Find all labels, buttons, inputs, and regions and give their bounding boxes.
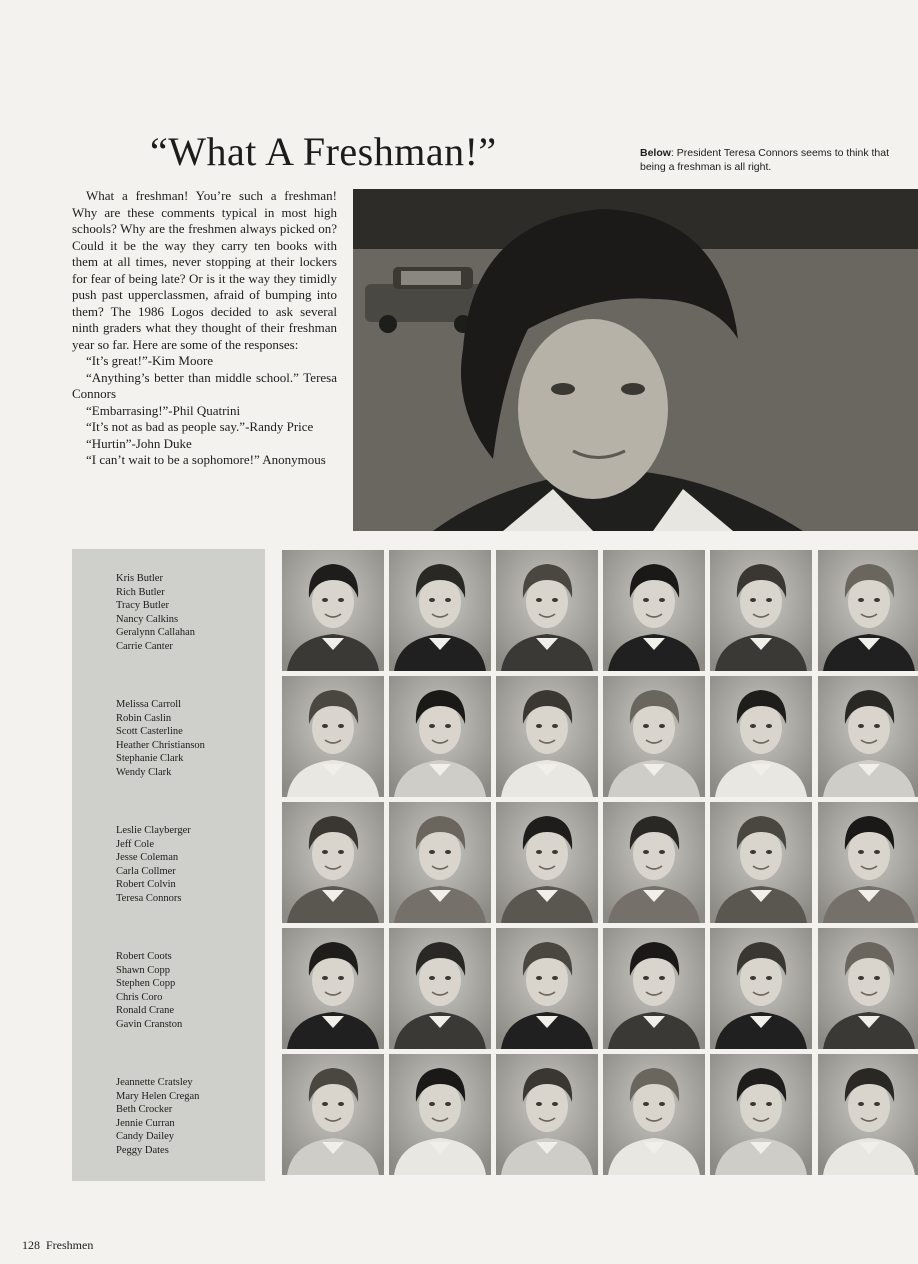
student-name: Beth Crocker <box>116 1104 173 1116</box>
student-name: Kris Butler <box>116 573 163 584</box>
student-name: Tracy Butler <box>116 600 169 612</box>
student-name: Nancy Calkins <box>116 613 179 625</box>
student-portrait <box>710 802 812 923</box>
student-portrait <box>282 1054 384 1175</box>
student-portrait <box>496 802 598 923</box>
quote-item: “Anything’s better than middle school.” Teresa Connors <box>72 369 337 401</box>
quote-item: “I can’t wait to be a sophomore!” Anonymous <box>86 452 326 467</box>
student-name: Robin Caslin <box>116 712 172 724</box>
student-name: Candy Dailey <box>116 1131 175 1143</box>
student-portrait <box>818 802 918 923</box>
student-portrait <box>389 928 491 1049</box>
student-portrait <box>282 550 384 671</box>
student-name: Stephanie Clark <box>116 753 184 765</box>
student-name: Ronald Crane <box>116 1005 175 1017</box>
student-portrait <box>710 928 812 1049</box>
student-portrait <box>389 550 491 671</box>
page-footer <box>22 1238 99 1253</box>
student-name: Chris Coro <box>116 991 163 1003</box>
name-group <box>116 698 266 780</box>
student-name: Heather Christianson <box>116 739 205 751</box>
student-name: Carrie Canter <box>116 640 173 652</box>
student-name: Peggy Dates <box>116 1144 169 1156</box>
student-portrait <box>603 550 705 671</box>
student-portrait <box>496 550 598 671</box>
feature-photo <box>353 189 918 531</box>
student-name: Wendy Clark <box>116 766 172 778</box>
student-name: Carla Collmer <box>116 865 176 877</box>
student-portrait <box>282 676 384 797</box>
name-group <box>116 572 266 654</box>
student-portrait <box>818 676 918 797</box>
student-portrait <box>389 676 491 797</box>
student-portrait <box>603 802 705 923</box>
student-name: Jeannette Cratsley <box>116 1077 193 1088</box>
student-portrait <box>603 928 705 1049</box>
student-name: Stephen Copp <box>116 978 176 990</box>
student-name: Rich Butler <box>116 586 165 598</box>
quote-item: “It’s great!”-Kim Moore <box>86 353 214 368</box>
student-name: Jesse Coleman <box>116 852 179 864</box>
student-name: Jeff Cole <box>116 838 155 850</box>
student-name: Gavin Cranston <box>116 1018 183 1030</box>
student-portrait <box>818 928 918 1049</box>
student-portrait <box>496 1054 598 1175</box>
student-portrait <box>818 1054 918 1175</box>
student-portrait <box>603 676 705 797</box>
story-paragraph: What a freshman! You’re such a freshman! Why are these comments typical in most high schools? Why are the freshmen always picked on? Could it be the way they carry ten books with them at all times, never stopping at their lockers for fear of being late? Or is it the way they timidly push past upperclassmen, afraid of bumping into them? The 1986 Logos decided to ask several ninth graders what they thought of their freshman year so far. Here are some of the responses: <box>72 188 337 352</box>
student-portrait <box>496 676 598 797</box>
student-portrait <box>818 550 918 671</box>
student-name: Mary Helen Cregan <box>116 1090 200 1102</box>
student-name: Geralynn Callahan <box>116 627 196 639</box>
student-name: Robert Coots <box>116 951 172 962</box>
student-name: Leslie Clayberger <box>116 825 191 836</box>
student-portrait <box>710 550 812 671</box>
photo-caption <box>640 146 915 174</box>
student-portrait <box>282 928 384 1049</box>
student-portrait <box>603 1054 705 1175</box>
student-name: Scott Casterline <box>116 726 183 738</box>
student-name: Robert Colvin <box>116 879 176 891</box>
name-panel <box>72 549 265 1181</box>
name-group <box>116 824 266 906</box>
caption-text: : President Teresa Connors seems to think that being a freshman is all right. <box>640 147 890 173</box>
story-column <box>72 188 337 469</box>
quote-item: “Embarrasing!”-Phil Quatrini <box>86 402 241 418</box>
caption-lead: Below <box>640 147 671 159</box>
student-portrait <box>710 1054 812 1175</box>
student-portrait <box>282 802 384 923</box>
student-portrait <box>496 928 598 1049</box>
page-number: 128 <box>22 1238 40 1252</box>
student-name: Jennie Curran <box>116 1117 175 1129</box>
quote-item: “Hurtin”-John Duke <box>86 435 192 451</box>
student-name: Teresa Connors <box>116 892 182 904</box>
student-name: Melissa Carroll <box>116 699 182 710</box>
student-portrait <box>389 802 491 923</box>
page-title: “What A Freshman!” <box>150 129 497 174</box>
name-group <box>116 1076 266 1158</box>
student-portrait <box>710 676 812 797</box>
section-name: Freshmen <box>46 1238 94 1252</box>
student-portrait <box>389 1054 491 1175</box>
name-group <box>116 950 266 1032</box>
quote-item: “It’s not as bad as people say.”-Randy Price <box>86 419 314 434</box>
student-name: Shawn Copp <box>116 964 170 976</box>
